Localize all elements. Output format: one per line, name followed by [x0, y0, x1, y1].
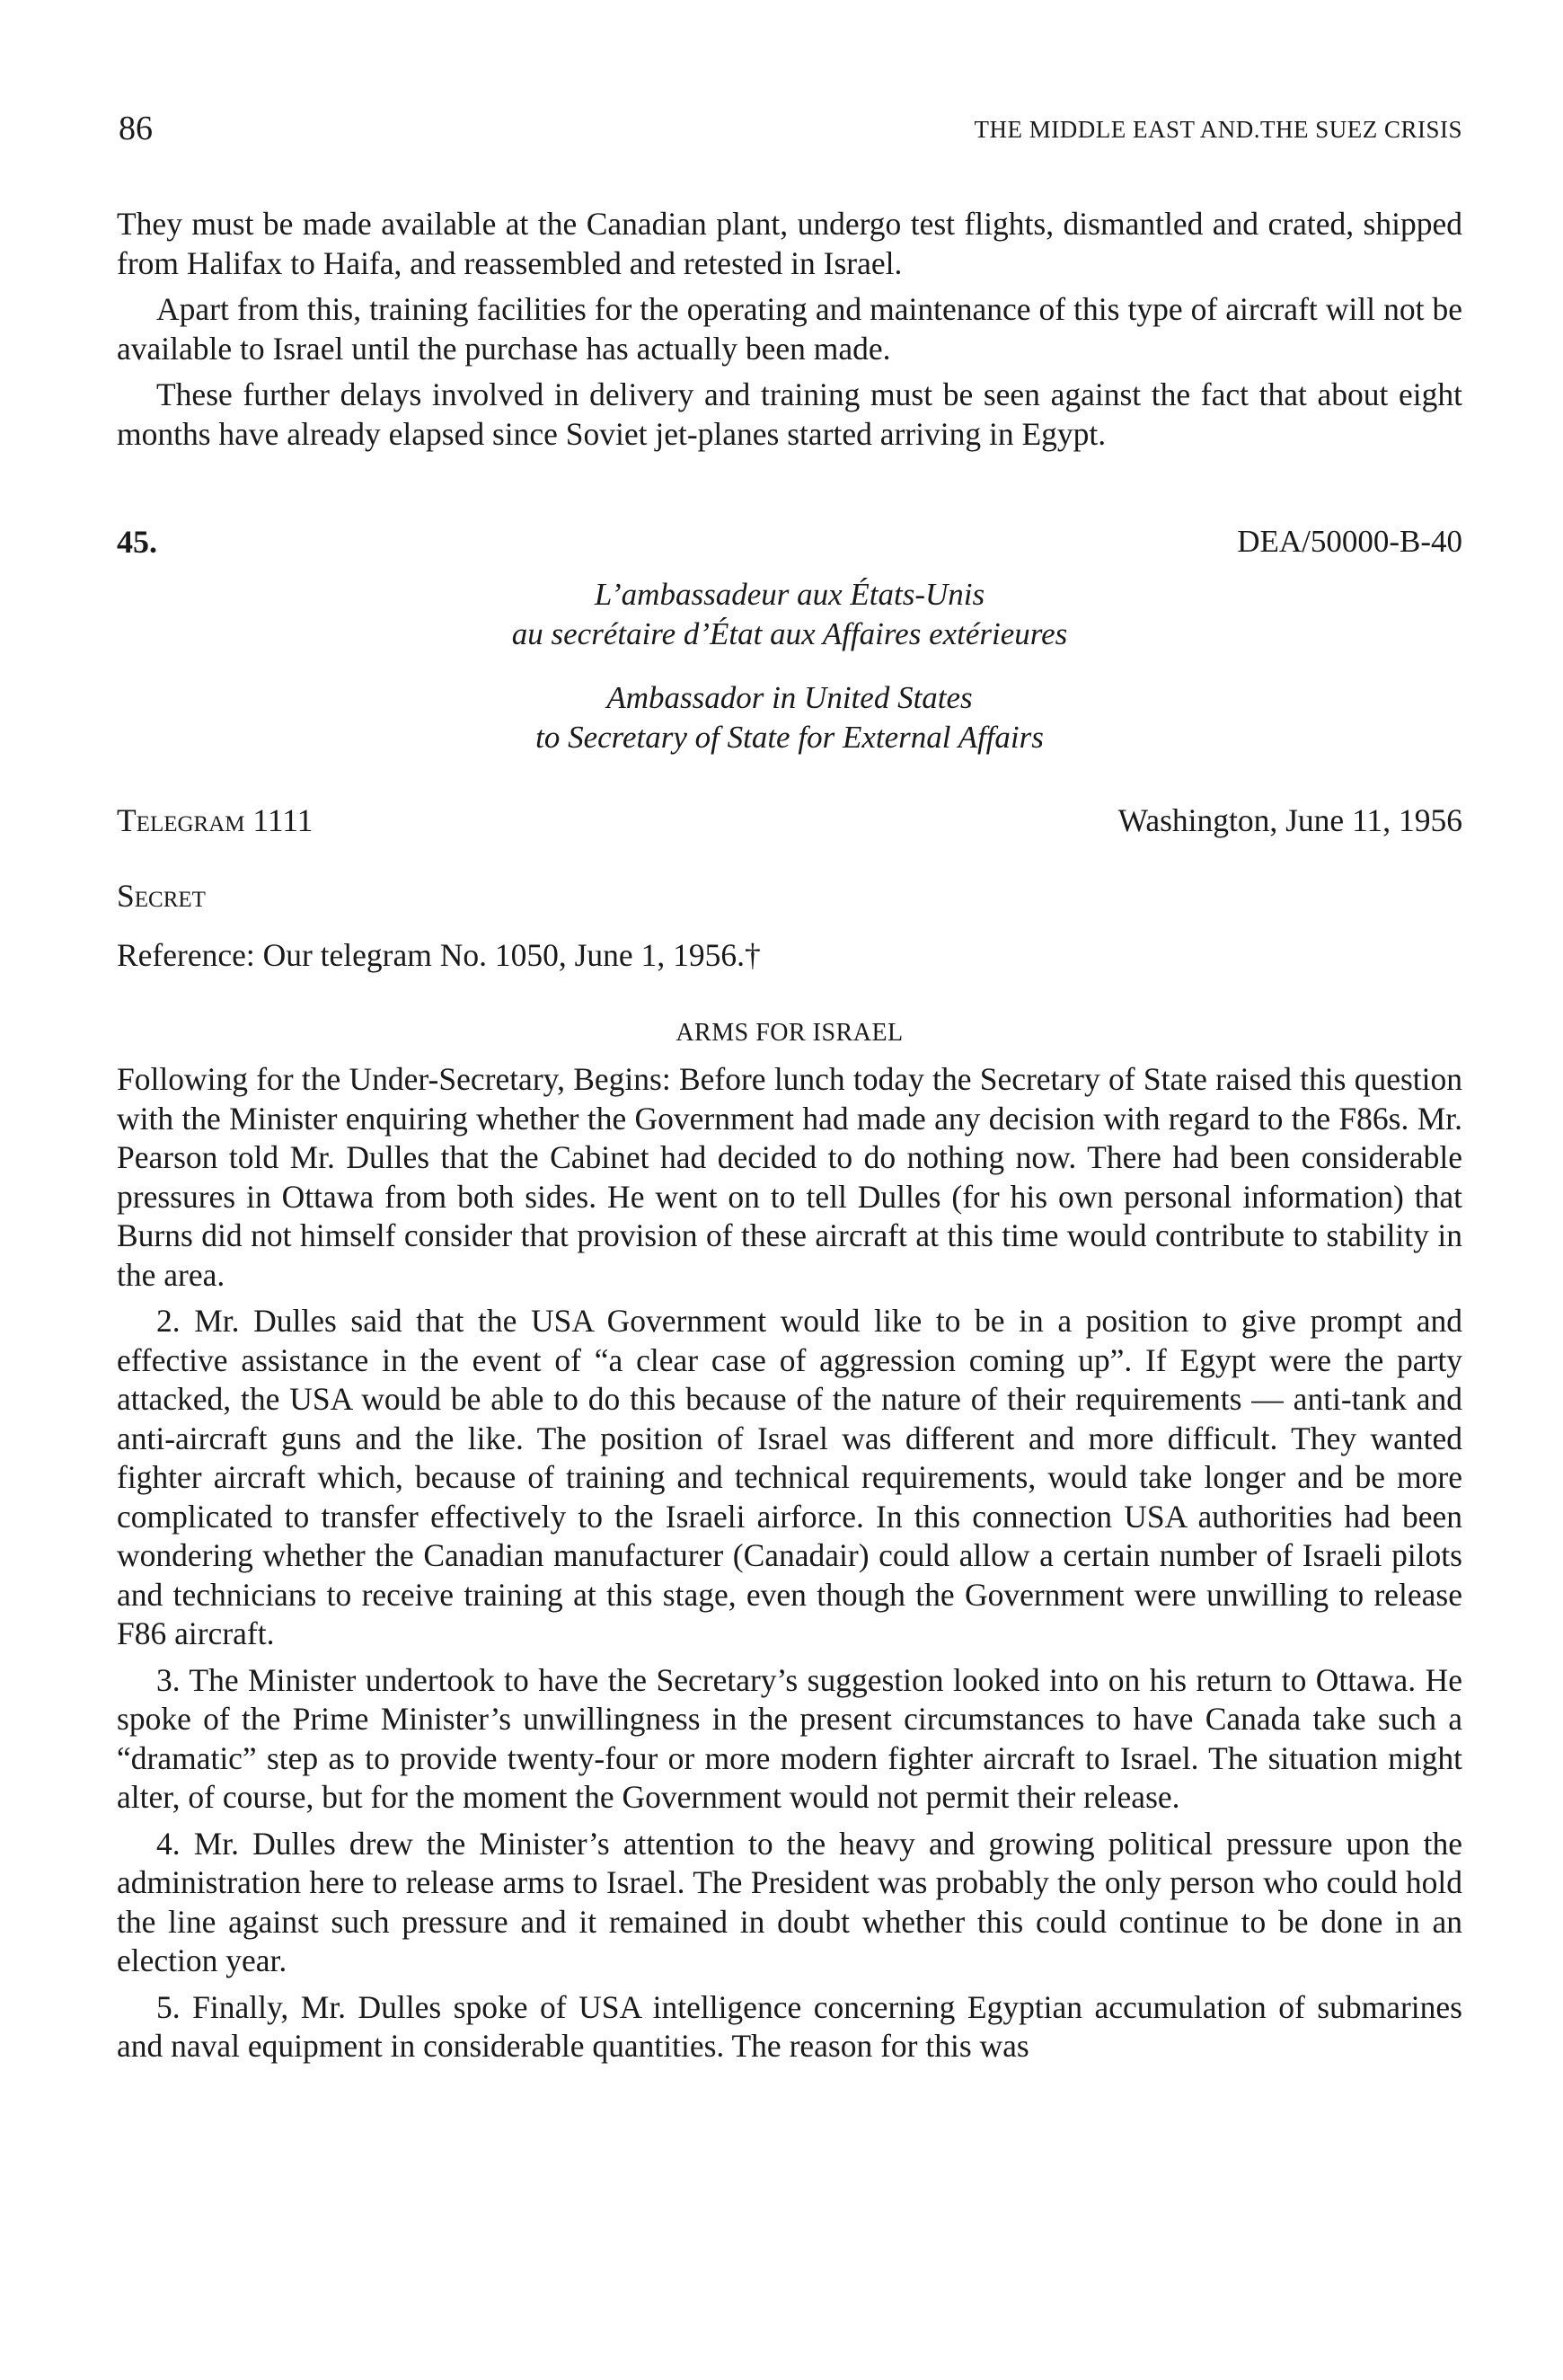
- english-heading-line-1: Ambassador in United States: [606, 680, 973, 715]
- document-page: [117, 0, 1462, 2380]
- paragraph: 3. The Minister undertook to have the Secretary’s suggestion looked into on his return to Ottawa. He spoke of the Prime Minister’s unwillingness in the present circumstances to have Canada take such a “dramatic” step as to provide twenty-four or more modern fighter aircraft to Israel. The situation might alter, of course, but for the moment the Government would not permit their release.: [117, 1661, 1462, 1815]
- paragraph: 4. Mr. Dulles drew the Minister’s attention to the heavy and growing political pressure upon the administration here to release arms to Israel. The President was probably the only person who could hold the line against such pressure and it remained in doubt whether this could continue to be done in an election year.: [117, 1825, 1462, 1978]
- telegram-line: [117, 798, 1462, 843]
- paragraph: 5. Finally, Mr. Dulles spoke of USA intelligence concerning Egyptian accumulation of submarines and naval equipment in considerable quantities. The reason for this was: [117, 1988, 1462, 2064]
- previous-document-continuation: [117, 205, 1462, 461]
- subject-heading: ARMS FOR ISRAEL: [676, 1019, 904, 1047]
- french-heading-line-2: au secrétaire d’État aux Affaires extérieures: [511, 616, 1068, 651]
- file-reference: DEA/50000-B-40: [1237, 524, 1462, 559]
- document-header: [117, 519, 1462, 564]
- reference: Reference: Our telegram No. 1050, June 1, 1956.†: [117, 937, 761, 973]
- classification: Secret: [117, 878, 206, 914]
- paragraph: 2. Mr. Dulles said that the USA Government would like to be in a position to give prompt and effective assistance in the event of “a clear case of aggression coming up”. If Egypt were the party attacked, the USA would be able to do this because of the nature of their requirements — anti-tank and anti-aircraft guns and the like. The position of Israel was different and more difficult. They wanted fighter aircraft which, because of training and technical requirements, would take longer and be more complicated to transfer effectively to the Israeli airforce. In this connection USA authorities had been wondering whether the Canadian manufacturer (Canadair) could allow a certain number of Israeli pilots and technicians to receive training at this stage, even though the Government were unwilling to release F86 aircraft.: [117, 1303, 1462, 1651]
- paragraph: Following for the Under-Secretary, Begins: Before lunch today the Secretary of State raised this question with the Minister enquiring whether the Government had made any decision with regard to the F86s. Mr. Pearson told Mr. Dulles that the Cabinet had decided to do nothing now. There had been considerable pressures in Ottawa from both sides. He went on to tell Dulles (for his own personal information) that Burns did not himself consider that provision of these aircraft at this time would contribute to stability in the area.: [117, 1061, 1462, 1293]
- paragraph: They must be made available at the Canadian plant, undergo test flights, dismantled and crated, shipped from Halifax to Haifa, and reassembled and retested in Israel.: [117, 206, 1462, 281]
- place-date: Washington, June 11, 1956: [1117, 802, 1462, 838]
- running-title: THE MIDDLE EAST AND.THE SUEZ CRISIS: [974, 116, 1462, 143]
- document-number: 45.: [117, 524, 157, 560]
- paragraph: These further delays involved in delivery and training must be seen against the fact that about eight months have already elapsed since Soviet jet-planes started arriving in Egypt.: [117, 376, 1462, 452]
- telegram-id: Telegram 1111: [117, 802, 313, 838]
- page-number: 86: [119, 110, 153, 147]
- english-heading-line-2: to Secretary of State for External Affairs: [535, 720, 1044, 755]
- addressee-block: [117, 575, 1462, 757]
- french-heading-line-1: L’ambassadeur aux États-Unis: [594, 577, 985, 612]
- paragraph: Apart from this, training facilities for the operating and maintenance of this type of aircraft will not be available to Israel until the purchase has actually been made.: [117, 291, 1462, 367]
- telegram-body: [117, 1060, 1462, 2074]
- running-head: [117, 106, 1462, 151]
